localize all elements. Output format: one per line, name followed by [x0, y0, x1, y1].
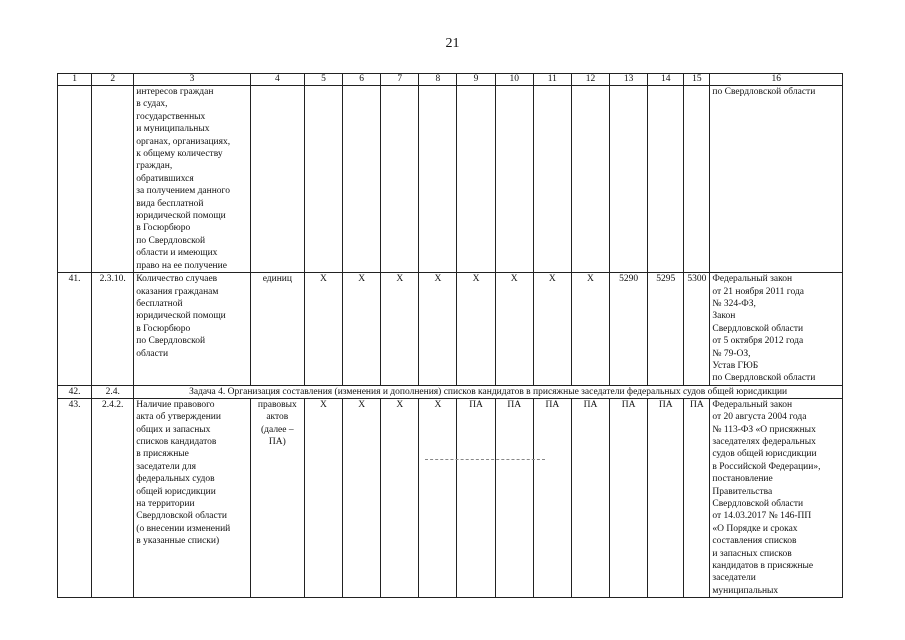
cell-value: Х: [571, 273, 609, 386]
cell-value: ПА: [684, 398, 710, 598]
column-header: 14: [648, 74, 684, 86]
column-header: 5: [304, 74, 342, 86]
cell-value: [495, 86, 533, 273]
cell-code: [92, 86, 134, 273]
column-header: 16: [710, 74, 843, 86]
cell-value: Х: [419, 398, 457, 598]
cell-value: Х: [381, 273, 419, 386]
cell-value: Х: [304, 398, 342, 598]
cell-number: 43.: [58, 398, 92, 598]
cell-value: [571, 86, 609, 273]
column-header: 7: [381, 74, 419, 86]
cell-number: 41.: [58, 273, 92, 386]
cell-value: ПА: [457, 398, 495, 598]
cell-indicator: Количество случаев оказания гражданам бесплатной юридической помощи в Госюрбюро по Свердловской области: [134, 273, 250, 386]
column-header: 15: [684, 74, 710, 86]
cell-code: 2.3.10.: [92, 273, 134, 386]
cell-value: [419, 86, 457, 273]
cell-value: ПА: [571, 398, 609, 598]
page-number: 21: [445, 36, 460, 51]
scan-artifact: [425, 459, 545, 461]
cell-value: [381, 86, 419, 273]
cell-value: ПА: [610, 398, 648, 598]
cell-value: Х: [533, 273, 571, 386]
column-header: 12: [571, 74, 609, 86]
cell-value: [343, 86, 381, 273]
column-header: 9: [457, 74, 495, 86]
cell-indicator: интересов граждан в судах, государственных и муниципальных органах, организациях, к общему количеству граждан, обратившихся за получением данного вида бесплатной юридической помощи в Госюрбюро по Свердловской области и имеющих право на ее получение: [134, 86, 250, 273]
cell-unit: [250, 86, 304, 273]
cell-value: Х: [457, 273, 495, 386]
cell-value: ПА: [495, 398, 533, 598]
cell-value: Х: [343, 273, 381, 386]
cell-number: 42.: [58, 385, 92, 398]
table-row: [58, 398, 843, 598]
cell-value: 5295: [648, 273, 684, 386]
column-header: 3: [134, 74, 250, 86]
cell-code: 2.4.2.: [92, 398, 134, 598]
cell-value: Х: [304, 273, 342, 386]
cell-number: [58, 86, 92, 273]
cell-value: [610, 86, 648, 273]
column-header: 11: [533, 74, 571, 86]
task-heading: Задача 4. Организация составления (изменения и дополнения) списков кандидатов в присяжные заседатели федеральных судов общей юрисдикции: [134, 385, 843, 398]
cell-source: Федеральный закон от 20 августа 2004 года № 113-ФЗ «О присяжных заседателях федеральных судов общей юрисдикции в Российской Федерации», постановление Правительства Свердловской области от 14.03.2017 № 146-ПП «О Порядке и сроках составления списков и запасных списков кандидатов в присяжные заседатели муниципальных: [710, 398, 843, 598]
cell-source: по Свердловской области: [710, 86, 843, 273]
cell-unit: единиц: [250, 273, 304, 386]
cell-value: Х: [419, 273, 457, 386]
column-header: 10: [495, 74, 533, 86]
cell-value: 5300: [684, 273, 710, 386]
column-header: 6: [343, 74, 381, 86]
cell-value: [648, 86, 684, 273]
cell-indicator: Наличие правового акта об утверждении общих и запасных списков кандидатов в присяжные заседатели для федеральных судов общей юрисдикции на территории Свердловской области (о внесении изменений в указанные списки): [134, 398, 250, 598]
column-header: 1: [58, 74, 92, 86]
cell-value: ПА: [648, 398, 684, 598]
column-header: 4: [250, 74, 304, 86]
table-row: [58, 86, 843, 273]
header-row: [58, 74, 843, 86]
table-row: [58, 273, 843, 386]
cell-value: 5290: [610, 273, 648, 386]
column-header: 8: [419, 74, 457, 86]
cell-value: [533, 86, 571, 273]
column-header: 13: [610, 74, 648, 86]
column-header: 2: [92, 74, 134, 86]
task-row: [58, 385, 843, 398]
indicators-table: [57, 73, 843, 598]
cell-value: [304, 86, 342, 273]
cell-value: Х: [381, 398, 419, 598]
cell-value: [457, 86, 495, 273]
cell-value: [684, 86, 710, 273]
cell-value: Х: [343, 398, 381, 598]
cell-code: 2.4.: [92, 385, 134, 398]
cell-value: ПА: [533, 398, 571, 598]
cell-value: Х: [495, 273, 533, 386]
cell-unit: правовых актов (далее – ПА): [250, 398, 304, 598]
cell-source: Федеральный закон от 21 ноября 2011 года № 324-ФЗ, Закон Свердловской области от 5 октября 2012 года № 79-ОЗ, Устав ГЮБ по Свердловской области: [710, 273, 843, 386]
